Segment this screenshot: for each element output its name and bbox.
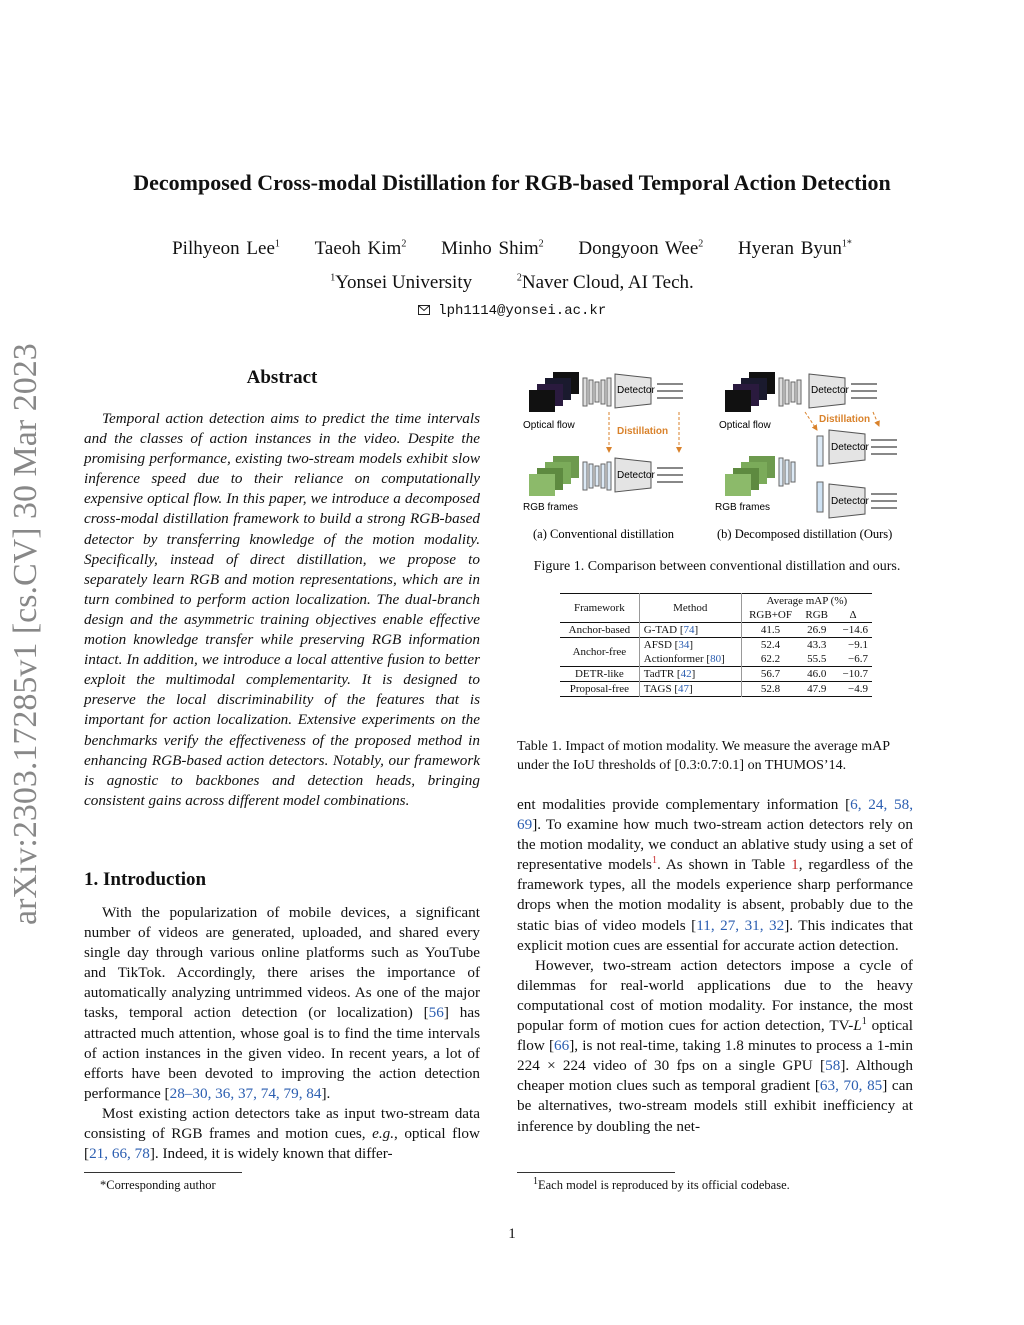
results-table [560,593,872,697]
col-header-average-map: Average mAP (%) [741,594,872,609]
citation-link[interactable]: 28–30, 36, 37, 74, 79, 84 [169,1084,322,1102]
author: Taeoh Kim$^2$ [314,238,407,259]
panel-b [715,372,897,541]
col-header-delta: Δ [849,609,857,621]
paper-title: Decomposed Cross-modal Distillation for RGB-based Temporal Action Detection [133,170,891,195]
detector-label: Detector [811,385,849,396]
introduction-heading: 1. Introduction [84,869,207,890]
distillation-label: Distillation [617,426,669,437]
citation-link[interactable]: 21, 66, 78 [89,1145,150,1163]
optical-flow-label: Optical flow [719,420,771,431]
table-row: Anchor-based G-TAD [74] 41.5 26.9 −14.6 [560,623,872,638]
detector-label: Detector [831,496,869,507]
introduction-text: With the popularization of mobile devices, a significant number of videos are generated, uploaded, and shared every single day through various online platforms such as YouTube and TikTok. Accordingly, there arises the importance of automatically analyzing untrimmed videos. As one of the major tasks, temporal action detection (or localization) [56] has attracted much attention, whose goal is to find the time intervals of action instances in the given video. In recent years, a lot of efforts have been devoted to improving the action detection performance [28–30, 36, 37, 74, 79, 84]. Most existing action detectors take as input two-stream data consisting of RGB frames and motion cues, e.g., optical flow [21, 66, 78]. Indeed, it is widely known that differ- [84,904,480,1163]
citation-link[interactable]: 63, 70, 85 [819,1077,883,1095]
distillation-label: Distillation [819,414,871,425]
citation-link[interactable]: 58 [825,1057,841,1075]
citation-link[interactable]: 11, 27, 31, 32 [696,916,785,934]
citation-link[interactable]: 42 [680,668,692,680]
table-caption: Table 1. Impact of motion modality. We measure the average mAP under the IoU thresholds of [0.3:0.7:0.1] on THUMOS’14. [517,739,890,773]
author: Minho Shim$^2$ [441,238,544,259]
citation-link[interactable]: 80 [710,653,722,665]
panel-a [523,372,683,541]
contact-email[interactable]: lph1114@yonsei.ac.kr [0,303,1024,319]
col-header-framework: Framework [574,602,625,614]
affiliation: $^1$Yonsei University [330,272,473,293]
citation-link[interactable]: 47 [678,683,690,695]
abstract-heading: Abstract [246,367,318,388]
table-row: DETR-like TadTR [42] 56.7 46.0 −10.7 [560,667,872,682]
citation-link[interactable]: 56 [428,1004,444,1022]
citation-link[interactable]: 34 [678,639,690,651]
detector-label: Detector [617,470,655,481]
footnote-rule [517,1172,675,1173]
envelope-icon [418,305,430,315]
figure-1 [517,360,917,550]
footnote-right: $^1$Each model is reproduced by its official codebase. [533,1175,790,1192]
author: Pilhyeon Lee$^1$ [172,238,280,259]
abstract-text: Temporal action detection aims to predict the time intervals and the classes of action instances in the video. Despite the promising performance, existing two-stream models exhibit slow inference speed due to their reliance on computationally expensive optical flow. In this paper, we introduce a decomposed cross-modal distillation framework to build a strong RGB-based detector by transferring knowledge of the motion modality. Specifically, instead of direct distillation, we propose to separately learn RGB and motion representations, which are in turn combined to perform action localization. The dual-branch design and the asymmetric training objectives enable effective motion knowledge transfer while preserving RGB information intact. In addition, we introduce a local attentive fusion to better exploit the multimodal complementarity. It is designed to preserve the local discriminability of the features that is important for action localization. Extensive experiments on the benchmarks verify the effectiveness of the proposed method in enhancing RGB-based action detectors. Notably, our framework is agnostic to backbones and detection heads, bringing consistent gains across different model combinations. [84,410,480,809]
footnote-left: *Corresponding author [100,1178,216,1192]
page-number: 1 [508,1226,516,1242]
footnote-marker[interactable]: 1 [651,855,657,867]
citation-link[interactable]: 74 [683,624,695,636]
col-header-rgb: RGB [805,609,829,621]
col-header-rgbof: RGB+OF [741,608,799,623]
figure-caption: Figure 1. Comparison between conventional distillation and ours. [533,559,901,574]
col-header-method: Method [639,594,741,623]
rgb-frames-label: RGB frames [523,502,579,513]
author: Dongyoon Wee$^2$ [578,238,704,259]
affiliations [0,272,1024,294]
subcaption-a: (a) Conventional distillation [533,527,674,541]
detector-label: Detector [617,385,655,396]
optical-flow-label: Optical flow [523,420,575,431]
citation-link[interactable]: 6, 24, 58, 69 [517,796,913,834]
citation-link[interactable]: 66 [554,1037,570,1055]
affiliation: $^2$Naver Cloud, AI Tech. [516,272,694,293]
table-row: Proposal-free TAGS [47] 52.8 47.9 −4.9 [560,682,872,697]
footnote-rule [84,1172,242,1173]
table-row: Actionformer [80] 62.2 55.5 −6.7 [560,652,872,667]
table-row: Anchor-free AFSD [34] 52.4 43.3 −9.1 [572,639,868,658]
detector-label: Detector [831,442,869,453]
table-reference-link[interactable]: 1 [791,856,799,874]
author: Hyeran Byun$^{1*}$ [738,238,852,259]
arxiv-identifier: arXiv:2303.17285v1 [cs.CV] 30 Mar 2023 [7,343,44,925]
subcaption-b: (b) Decomposed distillation (Ours) [717,527,893,541]
rgb-frames-label: RGB frames [715,502,771,513]
right-column-text: ent modalities provide complementary information [6, 24, 58, 69]. To examine how much two-stream action detectors rely on the motion modality, we conduct an ablative study using a set of representative models$^1$. As shown in Table 1, regardless of the framework types, all the models experience sharp performance drops when the motion modality is absent, probably due to the static bias of video models [11, 27, 31, 32]. This indicates that explicit motion cues are essential for accurate action detection. However, two-stream action detectors impose a cycle of dilemmas for real-world applications due to the heavy computational cost of motion modality. For instance, the most popular form of motion cues for action detection, $TV-L^1$ optical flow [66], is not real-time, taking 1.8 minutes to process a 1-min 224 × 224 video of 30 fps on a single GPU [58]. Although cheaper motion clues such as temporal gradient [63, 70, 85] can be alternatives, two-stream models still exhibit inefficiency at inference by doubling the net- [517,796,914,1135]
author-list [0,238,1024,260]
